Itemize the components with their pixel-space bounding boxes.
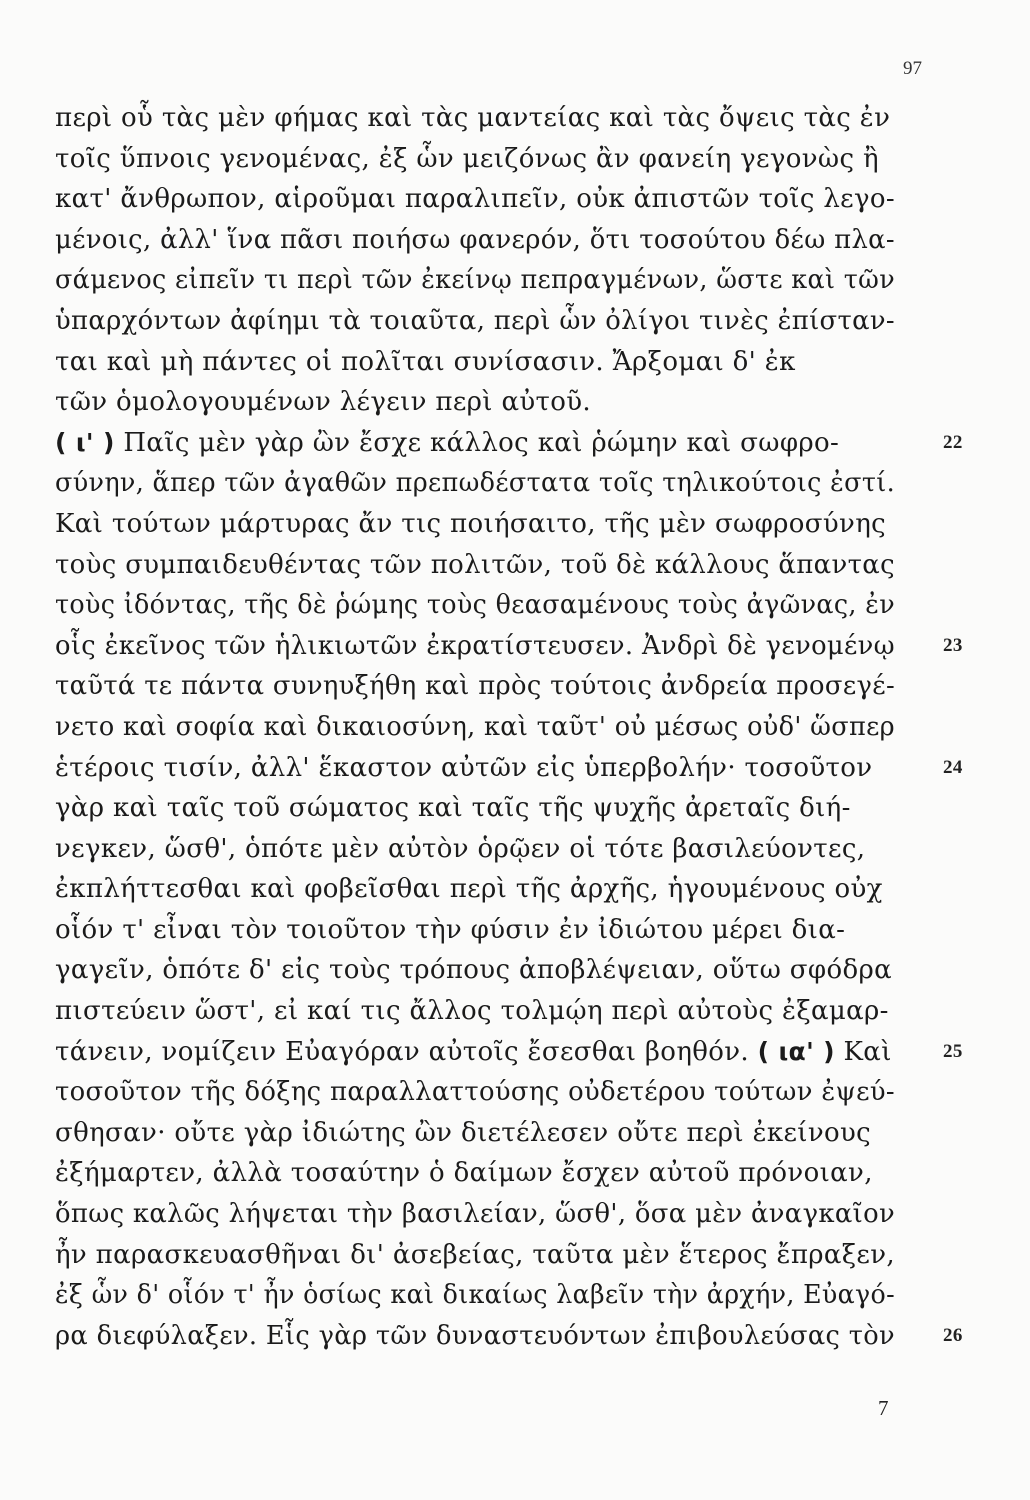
- line-text: τοῖς ὕπνοις γενομένας, ἐξ ὧν μειζόνως ἂν φανείη γεγονὼς ἢ: [55, 143, 879, 174]
- line-content: [55, 626, 895, 667]
- margin-section-number: 25: [943, 1040, 963, 1062]
- line-content: [55, 1072, 895, 1113]
- line-text: ταῦτά τε πάντα συνηυξήθη καὶ πρὸς τούτοις ἀνδρεία προσεγέ-: [55, 671, 895, 702]
- line-content: [55, 788, 851, 829]
- page-number: 97: [903, 58, 922, 79]
- line-content: [55, 139, 879, 180]
- margin-section-number: 22: [943, 431, 963, 453]
- margin-section-number: 24: [943, 756, 963, 778]
- margin-section-number: 23: [943, 634, 963, 656]
- text-line: [55, 991, 905, 1032]
- text-line: [55, 707, 905, 748]
- text-line: [55, 1072, 905, 1113]
- line-content: [55, 748, 872, 789]
- line-text: ἑτέροις τισίν, ἀλλ' ἕκαστον αὐτῶν εἰς ὑπερβολήν· τοσοῦτον: [55, 752, 873, 783]
- line-text: κατ' ἄνθρωπον, αἱροῦμαι παραλιπεῖν, οὐκ ἀπιστῶν τοῖς λεγο-: [55, 184, 895, 215]
- text-line: [55, 504, 905, 545]
- line-content: [55, 829, 865, 870]
- line-content: [55, 1275, 895, 1316]
- text-line: [55, 220, 905, 261]
- text-line: [55, 910, 905, 951]
- line-content: [55, 1153, 873, 1194]
- line-text: ται καὶ μὴ πάντες οἱ πολῖται συνίσασιν. Ἄρξομαι δ' ἐκ: [55, 346, 796, 377]
- line-text: ἦν παρασκευασθῆναι δι' ἀσεβείας, ταῦτα μὲν ἕτερος ἔπραξεν,: [55, 1239, 895, 1270]
- line-text: ἐξήμαρτεν, ἀλλὰ τοσαύτην ὁ δαίμων ἔσχεν αὐτοῦ πρόνοιαν,: [55, 1158, 873, 1189]
- line-content: [55, 1235, 895, 1276]
- line-text: οἷόν τ' εἶναι τὸν τοιοῦτον τὴν φύσιν ἐν ἰδιώτου μέρει δια-: [55, 914, 846, 945]
- line-text: μένοις, ἀλλ' ἵνα πᾶσι ποιήσω φανερόν, ὅτι τοσούτου δέω πλα-: [55, 224, 895, 255]
- text-line: [55, 301, 905, 342]
- text-line: [55, 545, 905, 586]
- line-content: [55, 463, 895, 504]
- text-line: [55, 1153, 905, 1194]
- text-line: [55, 666, 905, 707]
- line-text: τοὺς συμπαιδευθέντας τῶν πολιτῶν, τοῦ δὲ κάλλους ἅπαντας: [55, 549, 895, 580]
- line-content: [55, 707, 895, 748]
- line-text: τάνειν, νομίζειν Εὐαγόραν αὐτοῖς ἔσεσθαι βοηθόν.: [55, 1036, 758, 1067]
- line-content: [55, 98, 890, 139]
- line-content: [55, 220, 895, 261]
- line-content: [55, 869, 883, 910]
- line-text: ἐκπλήττεσθαι καὶ φοβεῖσθαι περὶ τῆς ἀρχῆς, ἡγουμένους οὐχ: [55, 874, 883, 905]
- line-text-after: Καὶ: [834, 1036, 892, 1067]
- line-text: τῶν ὁμολογουμένων λέγειν περὶ αὐτοῦ.: [55, 387, 592, 418]
- line-text: νετο καὶ σοφία καὶ δικαιοσύνη, καὶ ταῦτ' οὐ μέσως οὐδ' ὥσπερ: [55, 711, 895, 742]
- line-text: ὑπαρχόντων ἀφίημι τὰ τοιαῦτα, περὶ ὧν ὀλίγοι τινὲς ἐπίσταν-: [55, 305, 895, 336]
- line-text: νεγκεν, ὥσθ', ὁπότε μὲν αὐτὸν ὁρῷεν οἱ τότε βασιλεύοντες,: [55, 833, 866, 864]
- text-line: [55, 1235, 905, 1276]
- line-text: τοσοῦτον τῆς δόξης παραλλαττούσης οὐδετέρου τούτων ἐψεύ-: [55, 1077, 895, 1108]
- line-text: τοὺς ἰδόντας, τῆς δὲ ῥώμης τοὺς θεασαμένους τοὺς ἀγῶνας, ἐν: [55, 590, 895, 621]
- line-text: σθησαν· οὔτε γὰρ ἰδιώτης ὢν διετέλεσεν οὔτε περὶ ἐκείνους: [55, 1117, 872, 1148]
- line-text: οἷς ἐκεῖνος τῶν ἡλικιωτῶν ἐκρατίστευσεν. Ἀνδρὶ δὲ γενομένῳ: [55, 630, 895, 661]
- text-line: [55, 1316, 963, 1357]
- line-content: [55, 504, 886, 545]
- line-content: [55, 991, 889, 1032]
- line-text: γαγεῖν, ὁπότε δ' εἰς τοὺς τρόπους ἀποβλέψειαν, οὕτω σφόδρα: [55, 955, 893, 986]
- line-text: Παῖς μὲν γὰρ ὢν ἔσχε κάλλος καὶ ῥώμην καὶ σωφρο-: [114, 427, 840, 458]
- line-text: πιστεύειν ὥστ', εἰ καί τις ἄλλος τολμῴη περὶ αὐτοὺς ἐξαμαρ-: [55, 996, 889, 1027]
- section-marker: ( ι' ): [55, 427, 115, 457]
- line-content: [55, 1316, 895, 1357]
- line-content: [55, 1032, 892, 1073]
- text-line: [55, 382, 905, 423]
- text-line: [55, 139, 905, 180]
- line-text: ρα διεφύλαξεν. Εἷς γὰρ τῶν δυναστευόντων ἐπιβουλεύσας τὸν: [55, 1320, 895, 1351]
- text-line: [55, 829, 905, 870]
- line-content: [55, 910, 845, 951]
- line-content: [55, 1194, 895, 1235]
- text-line: [55, 1113, 905, 1154]
- line-text: σάμενος εἰπεῖν τι περὶ τῶν ἐκείνῳ πεπραγμένων, ὥστε καὶ τῶν: [55, 265, 895, 296]
- text-line: [55, 342, 905, 383]
- text-line: [55, 869, 905, 910]
- line-content: [55, 301, 895, 342]
- line-content: [55, 585, 895, 626]
- line-text: ὅπως καλῶς λήψεται τὴν βασιλείαν, ὥσθ', ὅσα μὲν ἀναγκαῖον: [55, 1199, 895, 1230]
- text-line: [55, 626, 963, 667]
- margin-section-number: 26: [943, 1324, 963, 1346]
- line-content: [55, 1113, 871, 1154]
- line-text: Καὶ τούτων μάρτυρας ἄν τις ποιήσαιτο, τῆς μὲν σωφροσύνης: [55, 508, 887, 539]
- text-line: [55, 179, 905, 220]
- line-content: [55, 950, 892, 991]
- line-content: [55, 382, 591, 423]
- line-content: [55, 545, 895, 586]
- greek-text-body: [55, 98, 963, 1356]
- text-line: [55, 788, 905, 829]
- text-line: [55, 463, 905, 504]
- text-line: [55, 98, 905, 139]
- line-content: [55, 179, 895, 220]
- text-line: [55, 423, 963, 464]
- line-text: γὰρ καὶ ταῖς τοῦ σώματος καὶ ταῖς τῆς ψυχῆς ἀρεταῖς διή-: [55, 793, 851, 824]
- text-line: [55, 1032, 963, 1073]
- line-content: [55, 342, 796, 383]
- line-content: [55, 666, 895, 707]
- text-line: [55, 1275, 905, 1316]
- line-text: ἐξ ὧν δ' οἷόν τ' ἦν ὁσίως καὶ δικαίως λαβεῖν τὴν ἀρχήν, Εὐαγό-: [55, 1280, 895, 1311]
- footer-signature: 7: [878, 1396, 889, 1420]
- line-content: [55, 423, 839, 464]
- line-text: σύνην, ἅπερ τῶν ἀγαθῶν πρεπωδέστατα τοῖς τηλικούτοις ἐστί.: [55, 468, 895, 499]
- line-content: [55, 260, 895, 301]
- text-line: [55, 585, 905, 626]
- text-line: [55, 950, 905, 991]
- section-marker: ( ια' ): [757, 1036, 835, 1066]
- text-line: [55, 748, 963, 789]
- text-line: [55, 1194, 905, 1235]
- line-text: περὶ οὗ τὰς μὲν φήμας καὶ τὰς μαντείας καὶ τὰς ὄψεις τὰς ἐν: [55, 103, 891, 133]
- text-line: [55, 260, 905, 301]
